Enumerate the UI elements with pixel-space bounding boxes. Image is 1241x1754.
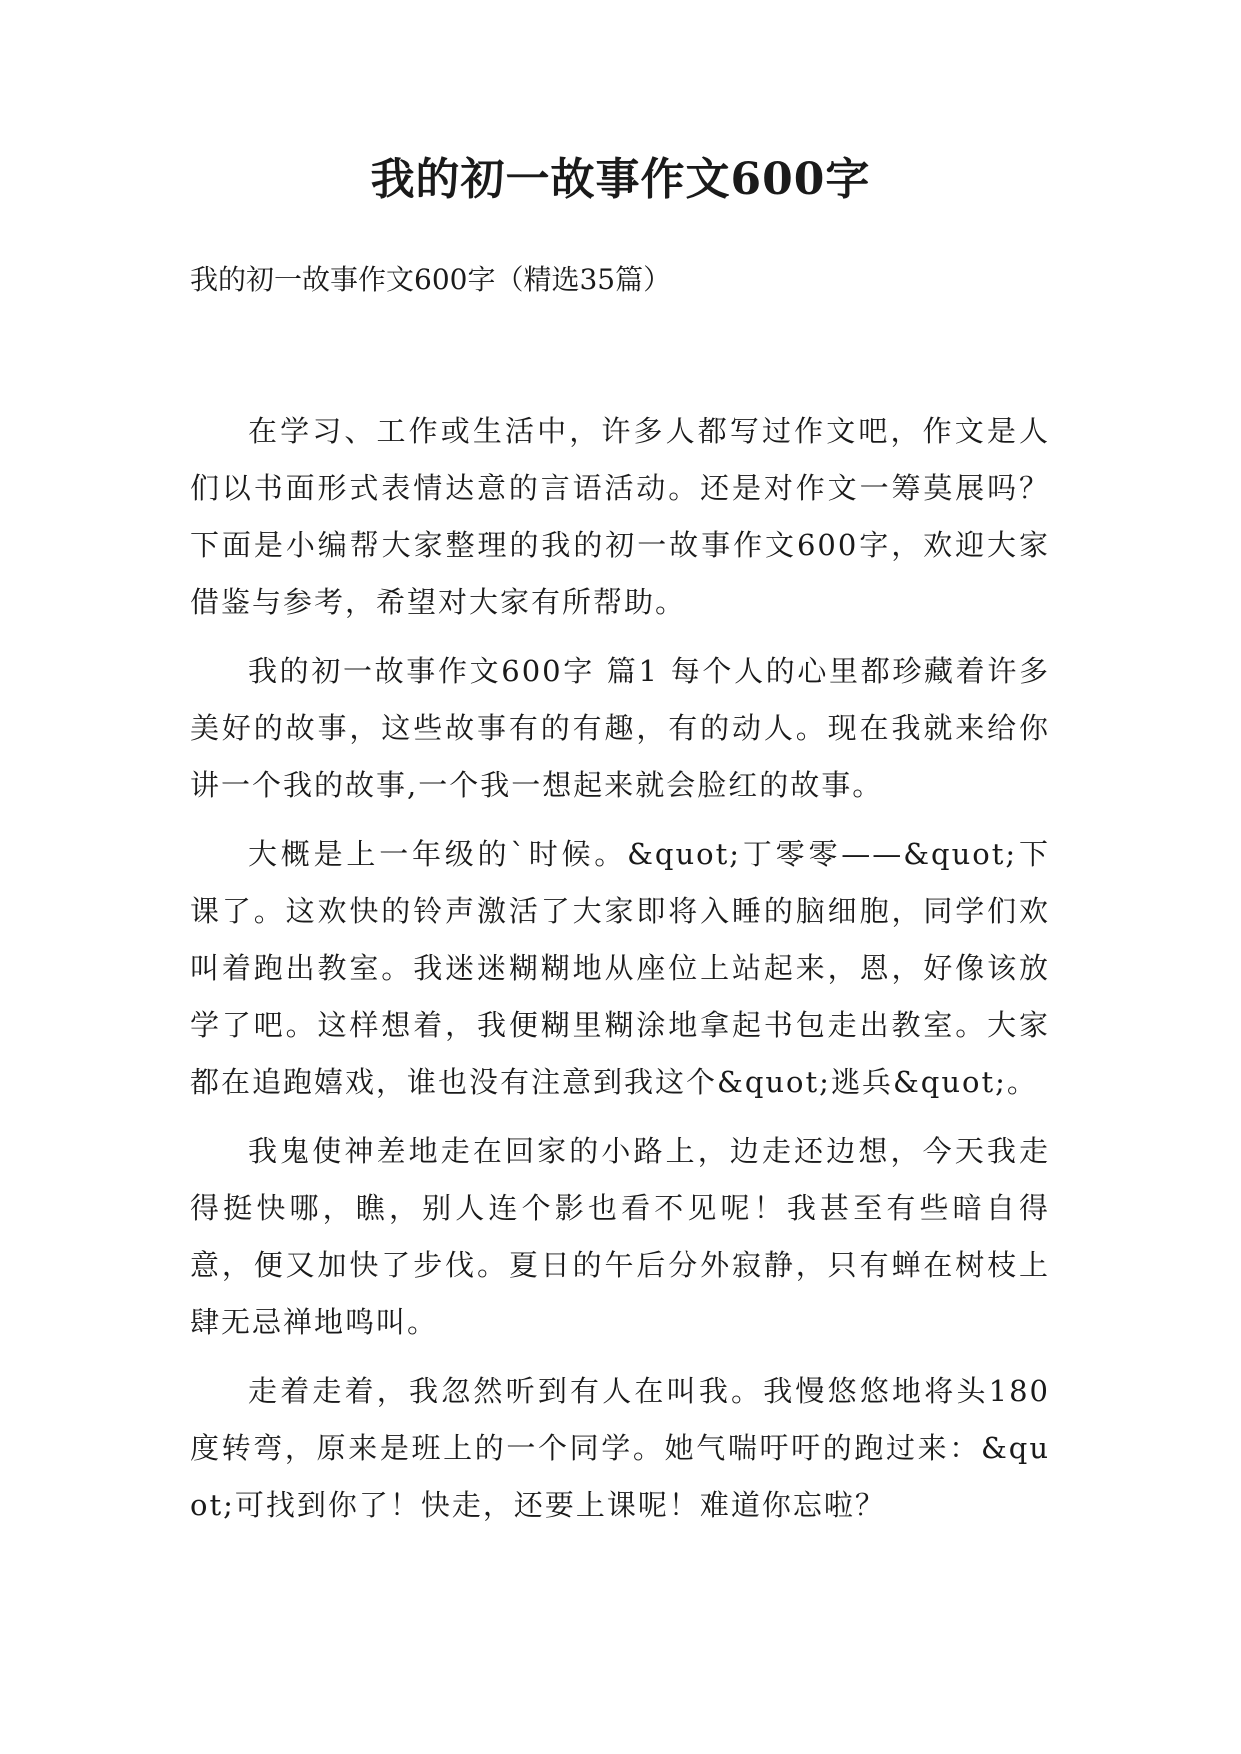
document-body [190, 403, 1050, 1546]
document-subtitle: 我的初一故事作文600字（精选35篇） [190, 263, 672, 296]
paragraph-essay-1-part-4: 走着走着，我忽然听到有人在叫我。我慢悠悠地将头180度转弯，原来是班上的一个同学。她气喘吁吁的跑过来：&quot;可找到你了！快走，还要上课呢！难道你忘啦？ [190, 1374, 1050, 1522]
paragraph-intro: 在学习、工作或生活中，许多人都写过作文吧，作文是人们以书面形式表情达意的言语活动。还是对作文一筹莫展吗？下面是小编帮大家整理的我的初一故事作文600字，欢迎大家借鉴与参考，希望对大家有所帮助。 [190, 414, 1050, 619]
document-title: 我的初一故事作文600字 [370, 154, 871, 205]
paragraph-essay-1-opening: 我的初一故事作文600字 篇1 每个人的心里都珍藏着许多美好的故事，这些故事有的有趣，有的动人。现在我就来给你讲一个我的故事,一个我一想起来就会脸红的故事。 [190, 654, 1050, 802]
paragraph-essay-1-part-2: 大概是上一年级的`时候。&quot;丁零零——&quot;下课了。这欢快的铃声激活了大家即将入睡的脑细胞，同学们欢叫着跑出教室。我迷迷糊糊地从座位上站起来，恩，好像该放学了吧。这样想着，我便糊里糊涂地拿起书包走出教室。大家都在追跑嬉戏，谁也没有注意到我这个&quot;逃兵&quot;。 [190, 837, 1050, 1099]
paragraph-essay-1-part-3: 我鬼使神差地走在回家的小路上，边走还边想，今天我走得挺快哪，瞧，别人连个影也看不见呢！我甚至有些暗自得意，便又加快了步伐。夏日的午后分外寂静，只有蝉在树枝上肆无忌禅地鸣叫。 [190, 1134, 1050, 1339]
